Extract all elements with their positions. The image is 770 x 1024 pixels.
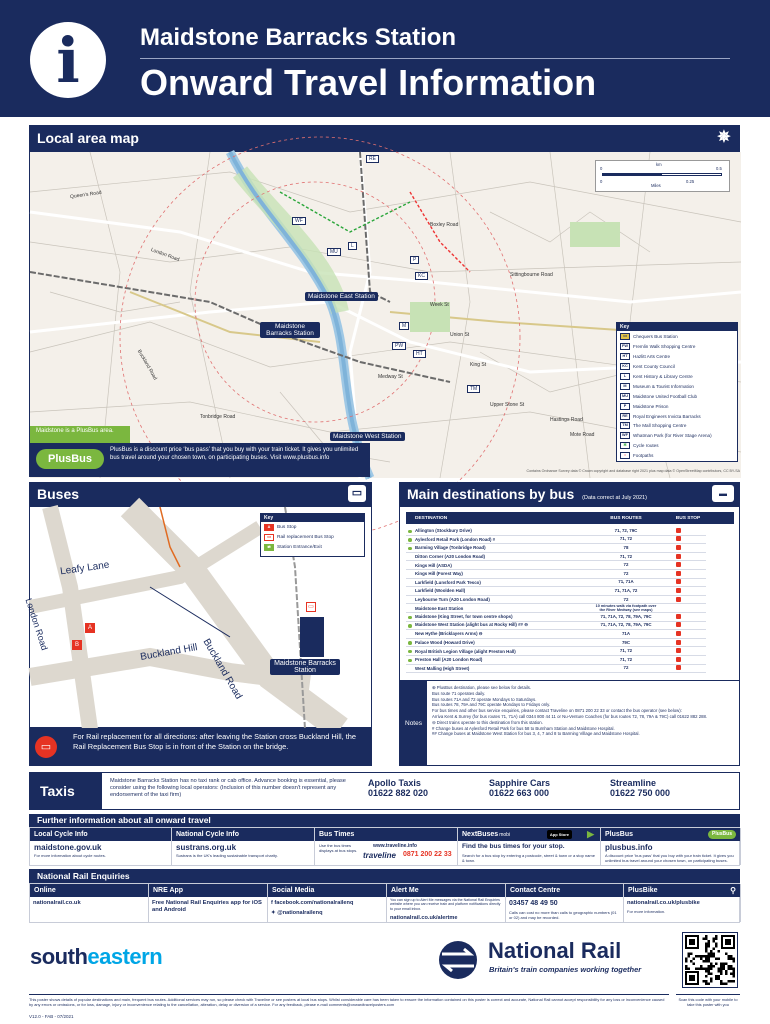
station-name: Maidstone Barracks Station — [140, 24, 457, 51]
bus-stop-icon — [676, 579, 681, 584]
taxi-operator: Streamline 01622 750 000 — [610, 778, 671, 798]
map-key-tag: TM — [620, 422, 630, 429]
twitter-icon: ✦ — [271, 910, 278, 916]
note-line: # Change buses at Aylesford Retail Park for bus 58 to Burnham Station and Maidstone Hospital. — [432, 725, 615, 731]
note-line: Arriva Kent & Surrey (for bus routes 71, 71A) call 0344 800 44 11 or Nu-Venture Coaches (for bus routes 72, 78, 79A & 79C) call 01622 882 288. — [432, 713, 708, 719]
bus-stop-a[interactable]: A — [85, 623, 95, 633]
qr-caption: Scan this code with your mobile to take this poster with you — [676, 994, 740, 1007]
map-copyright: Contains Ordnance Survey data © Crown copyright and database right 2021 plus map data © OpenStreetMap contributors, CC BY-SA — [526, 469, 740, 473]
street-label: Leafy Lane — [59, 559, 111, 578]
taxis-description: Maidstone Barracks Station has no taxi rank or cab office. Advance booking is essential, please consider using the following local operators: (Inclusion of this number doesn't represent any endorsement of the taxi firm) — [110, 778, 346, 798]
further-cell-header: Bus Times — [315, 828, 457, 841]
destination-row: Allington (Stockbury Drive) 71, 72, 79C — [406, 527, 706, 536]
bus-stop-icon — [676, 545, 681, 550]
header-banner — [0, 0, 770, 117]
further-info-grid — [29, 827, 740, 866]
street-label: Buckland Road — [135, 348, 159, 382]
destination-row: New Hythe (Bricklayers Arms) ⊖ 71A — [406, 630, 706, 639]
map-key-tag: L — [620, 373, 630, 380]
further-info-bar: Further information about all onward travel — [29, 814, 740, 827]
poi-tag: P — [410, 256, 419, 264]
destination-row: Palace Wood (Howard Drive) 79C — [406, 639, 706, 648]
map-key-tag: MU — [620, 393, 630, 400]
nre-cell[interactable]: Contact Centre 03457 48 49 50 Calls can cost no more than calls to geographic numbers (01 or 02) and may be recorded. — [506, 884, 624, 922]
street-label: Queen's Road — [69, 189, 103, 201]
nre-cell-header: Online — [30, 884, 148, 897]
map-key-item: • Footpaths — [620, 451, 734, 461]
destinations-title-bar — [399, 482, 740, 506]
poi-tag: PW — [392, 342, 406, 350]
poi-tag: MU — [327, 248, 341, 256]
rail-replacement-panel — [29, 728, 372, 766]
plusbus-dot-icon — [408, 538, 412, 542]
destination-row: Preston Hall (A20 London Road) 71, 72 — [406, 656, 706, 665]
traveline-phone[interactable]: 0871 200 22 33 — [403, 851, 452, 858]
data-date-note: (Data correct at July 2021) — [582, 495, 647, 501]
further-cell-header: Local Cycle Info — [30, 828, 171, 841]
further-cell-header: National Cycle Info — [172, 828, 314, 841]
note-line: Bus routes 71A and 72 operate Mondays to Saturdays. — [432, 696, 537, 702]
nre-cell-header: Alert Me — [387, 884, 505, 897]
map-station-label: Maidstone West Station — [330, 432, 405, 441]
map-key-tag: WF — [620, 432, 630, 439]
destinations-header-row: DESTINATION BUS ROUTES BUS STOP — [406, 512, 734, 524]
street-label: King St — [470, 362, 487, 368]
poi-tag: KC — [415, 272, 428, 280]
nre-cell-header: PlusBike ⚲ — [624, 884, 740, 897]
taxis-panel — [29, 772, 740, 810]
bus-stop-icon — [676, 614, 681, 619]
destinations-title: Main destinations by bus — [407, 486, 575, 502]
nre-cell[interactable]: Online nationalrail.co.uk — [30, 884, 149, 922]
map-key-item: MU Maidstone United Football Club — [620, 391, 734, 401]
traveline-url[interactable]: www.traveline.info — [373, 843, 417, 849]
notes-label: Notes — [400, 681, 427, 766]
local-area-map[interactable] — [29, 151, 740, 477]
taxis-label: Taxis — [30, 773, 102, 809]
note-line: ⊖ Direct trains operate to this destination from this station. — [432, 719, 543, 725]
further-cell[interactable]: NextBusesmobi App Store ▶ Find the bus times for your stop. Search for a bus stop by entering a postcode, street & town or a stop name & town. — [458, 828, 601, 865]
qr-code[interactable] — [682, 932, 738, 988]
map-key-tag: ▭ — [620, 333, 630, 340]
rail-replacement-text: For Rail replacement for all directions: after leaving the Station cross Buckland Hill, the Rail Replacement Bus Stop is in front of the Station on the bridge. — [73, 732, 357, 751]
bus-stop-icon — [676, 528, 681, 533]
plusbus-dot-icon — [408, 624, 412, 628]
local-map-title-bar — [29, 125, 740, 151]
bus-stop-icon — [676, 657, 681, 662]
plusbus-mini-logo: PlusBus — [708, 830, 736, 839]
map-key-tag: RE — [620, 413, 630, 420]
map-scale: km 0 0.5 0 Miles 0.25 — [595, 160, 730, 192]
destination-row: Larkfield (Woolden Hall) 71, 71A, 72 — [406, 587, 706, 596]
nre-cell[interactable]: Alert Me You can sign up to Alert Me messages via the National Rail Enquiries website where you can receive train and platform notifications directly to your email inbox. nationalrail.co.uk/alertme — [387, 884, 506, 922]
plusbus-dot-icon — [408, 659, 412, 663]
street-label: Buckland Hill — [139, 642, 199, 663]
map-key-item: WF Whatman Park (for River Stage Arena) — [620, 431, 734, 441]
bus-stop-icon — [676, 554, 681, 559]
bus-stop-icon — [676, 665, 681, 670]
map-key-tag: HT — [620, 353, 630, 360]
destination-row: West Malling (High Street) 72 — [406, 665, 706, 674]
map-key-item: L Kent History & Library Centre — [620, 372, 734, 382]
destination-row: Ditton Corner (A20 London Road) 71, 72 — [406, 553, 706, 562]
note-line: ## Change buses at Maidstone West Station for bus 3, 4, 7 and 8 to Barming Village and Maidstone Hospital. — [432, 731, 640, 737]
note-line: Bus route 71 operates daily. — [432, 690, 486, 696]
poi-tag: HT — [413, 350, 426, 358]
disclaimer: This poster shows details of popular destinations and main, frequent bus routes. Additional services may run, so please check with Traveline or see posters at local bus stops. Whilst considerable care has been taken to ensure the information contained on this poster is correct and accurate, National Rail cannot accept responsibility for any loss or inconvenience caused by any errors or omissions, or for loss, damage, injury or inconvenience relating to the cancellation, alteration, delay or diversion of a service. For any feedback, please e-mail comments@onwardtravelposters.com — [29, 994, 669, 1007]
map-key-tag: FW — [620, 343, 630, 350]
destination-row: Leybourne Turn (A20 London Road) 72 — [406, 596, 706, 605]
note-line: For bus times and other bus service enquiries, please contact Traveline on 0871 200 22 33 or contact the bus operator (see below): — [432, 708, 682, 714]
map-key-tag: KC — [620, 363, 630, 370]
bus-stop-icon — [676, 631, 681, 636]
destination-row: Royal British Legion Village (alight Preston Hall) 71, 72 — [406, 647, 706, 656]
poi-tag: L — [348, 242, 357, 250]
taxi-operator: Apollo Taxis 01622 882 020 — [368, 778, 429, 798]
street-label: Sittingbourne Road — [510, 272, 553, 278]
bus-stop-map[interactable] — [23, 506, 372, 728]
notes-panel — [399, 681, 740, 766]
plusbus-dot-icon — [408, 547, 412, 551]
destination-row: Barming Village (Tonbridge Road) 78 — [406, 544, 706, 553]
map-key-tag: • — [620, 452, 630, 459]
nre-cell[interactable]: PlusBike ⚲ nationalrail.co.uk/plusbike For more information. — [624, 884, 741, 922]
rail-replacement-stop-marker[interactable]: ▭ — [306, 602, 316, 612]
rail-replacement-icon: ▭ — [35, 736, 57, 758]
destination-row: Aylesford Retail Park (London Road) # 71, 72 — [406, 536, 706, 545]
southeastern-logo: southeastern — [30, 944, 163, 969]
street-label: Week St — [430, 302, 449, 308]
street-label: Mote Road — [570, 432, 595, 438]
map-station-label: Maidstone East Station — [305, 292, 378, 301]
note-line: Bus routes 78, 79A and 79C operate Mondays to Fridays only. — [432, 702, 551, 708]
destination-row: Maidstone (King Street, for town centre shops) 71, 71A, 72, 78, 79A, 79C — [406, 613, 706, 622]
street-label: Boxley Road — [430, 222, 459, 228]
traveline-logo: traveline — [363, 851, 396, 860]
further-cell[interactable]: PlusBus PlusBus plusbus.info A discount price 'bus pass' that you buy with your train ticket. It gives you unlimited bus travel around your chosen town, on participating buses. — [601, 828, 741, 865]
map-key-tag: P — [620, 403, 630, 410]
street-label: Medway St — [378, 374, 403, 380]
nre-grid — [29, 883, 740, 923]
bus-map-key: Key A Bus Stop ▭ Rail replacement Bus Stop ⇄ Station Entrance/Exit — [260, 513, 365, 557]
nre-cell[interactable]: NRE App Free National Rail Enquiries app for iOS and Android — [149, 884, 268, 922]
national-rail-logo: National Rail Britain's train companies working together — [434, 938, 680, 982]
nre-cell-header: Social Media — [268, 884, 386, 897]
plusbus-logo: PlusBus — [36, 449, 104, 469]
further-cell[interactable]: Bus Times Use the bus times displays at bus stops. www.traveline.info traveline 0871 200 22 33 — [315, 828, 458, 865]
destination-row: Kings Hill (Forest Way) 72 — [406, 570, 706, 579]
header-rule — [140, 58, 730, 59]
bus-stop-b[interactable]: B — [72, 640, 82, 650]
note-line: ⊕ PlusBus destination, please see below for details. — [432, 685, 532, 690]
facebook-link[interactable]: f facebook.com/nationalrailenq — [271, 900, 354, 906]
street-label: London Road — [23, 597, 50, 652]
bus-stop-icon — [676, 622, 681, 627]
plusbus-dot-icon — [408, 641, 412, 645]
nre-cell-header: Contact Centre — [506, 884, 623, 897]
app-store-badge[interactable]: App Store — [547, 830, 572, 839]
street-label: Upper Stone St — [490, 402, 525, 408]
nre-cell-header: NRE App — [149, 884, 267, 897]
page-title: Onward Travel Information — [140, 62, 597, 103]
plusbus-dot-icon — [408, 530, 412, 534]
info-icon: i — [30, 22, 106, 98]
map-key-item: ✲ Cycle routes — [620, 441, 734, 451]
double-arrow-icon — [434, 940, 482, 980]
bus-stop-icon — [676, 597, 681, 602]
bus-stop-icon — [676, 562, 681, 567]
further-cell[interactable]: Local Cycle Info maidstone.gov.uk For more information about cycle routes. — [30, 828, 172, 865]
further-cell-header: NextBusesmobi App Store ▶ — [458, 828, 600, 841]
destination-row: Maidstone West Station (alight bus at Rocky Hill) ## ⊖ 71, 71A, 72, 78, 79A, 79C — [406, 622, 706, 631]
map-key-title: Key — [617, 323, 737, 331]
google-play-icon[interactable]: ▶ — [587, 829, 594, 839]
plusbus-dot-icon — [408, 650, 412, 654]
bus-stop-icon — [676, 571, 681, 576]
bus-stop-icon — [676, 536, 681, 541]
buses-title-bar — [29, 482, 372, 506]
map-key — [616, 322, 738, 462]
bike-icon: ⚲ — [730, 886, 736, 895]
bus-icon: ▭ — [348, 485, 366, 502]
nre-bar: National Rail Enquiries — [29, 869, 740, 883]
destinations-table — [399, 506, 740, 681]
map-key-tag: M — [620, 383, 630, 390]
street-label: Hastings Road — [550, 417, 583, 423]
map-key-item: P Maidstone Prison — [620, 401, 734, 411]
street-label: Buckland Road — [200, 637, 244, 702]
destination-row: Maidstone East Station 10 minutes walk via footpath over the River Medway (see maps) — [406, 604, 706, 613]
taxi-operator: Sapphire Cars 01622 663 000 — [489, 778, 551, 798]
bus-stop-icon — [676, 640, 681, 645]
bus-front-icon: ▬ — [712, 485, 734, 502]
further-cell-header: PlusBus PlusBus — [601, 828, 740, 841]
poi-tag: M — [399, 322, 409, 330]
bus-stop-icon — [676, 648, 681, 653]
facebook-icon: f — [271, 900, 275, 906]
plusbus-area-note: Maidstone is a PlusBus area. — [30, 426, 130, 443]
further-cell[interactable]: National Cycle Info sustrans.org.uk Sustrans is the UK's leading sustainable transport charity. — [172, 828, 315, 865]
bus-stop-icon — [676, 588, 681, 593]
map-key-item: TM The Mall Shopping Centre — [620, 421, 734, 431]
version-label: V12.0 - FAB - 07/2021 — [29, 1014, 74, 1019]
local-map-title: Local area map — [37, 130, 139, 146]
plusbus-dot-icon — [408, 616, 412, 620]
buses-title: Buses — [37, 486, 80, 502]
nre-cell[interactable] — [268, 884, 387, 922]
map-key-item: HT Hazlitt Arts Centre — [620, 352, 734, 362]
map-key-item: FW Fremlin Walk Shopping Centre — [620, 342, 734, 352]
destination-row: Kings Hill (ASDA) 72 — [406, 561, 706, 570]
plusbus-description: PlusBus is a discount price ‘bus pass’ that you buy with your train ticket. It gives you unlimited bus travel around your chosen town, on participating buses. Visit www.plusbus.info — [110, 447, 359, 461]
poi-tag: WF — [292, 217, 306, 225]
map-station-label: Maidstone Barracks Station — [260, 322, 320, 338]
twitter-link[interactable]: ✦ @nationalrailenq — [271, 910, 323, 916]
plusbus-panel — [30, 443, 370, 477]
street-label: London Road — [149, 247, 181, 263]
map-key-item: KC Kent County Council — [620, 362, 734, 372]
poi-tag: TM — [467, 385, 480, 393]
map-key-item: M Museum & Tourist Information — [620, 381, 734, 391]
map-key-item: ▭ Chequers Bus Station — [620, 332, 734, 342]
poi-tag: RE — [366, 155, 379, 163]
map-key-tag: ✲ — [620, 442, 630, 449]
bus-map-station-label: Maidstone Barracks Station — [270, 659, 340, 675]
map-key-item: RE Royal Engineers Invicta Barracks — [620, 411, 734, 421]
street-label: Union St — [450, 332, 470, 338]
street-label: Tonbridge Road — [200, 414, 236, 420]
destination-row: Larkfield (Lunsford Park Tesco) 71, 71A — [406, 579, 706, 588]
compass-rose-icon: ✵ — [717, 129, 731, 146]
